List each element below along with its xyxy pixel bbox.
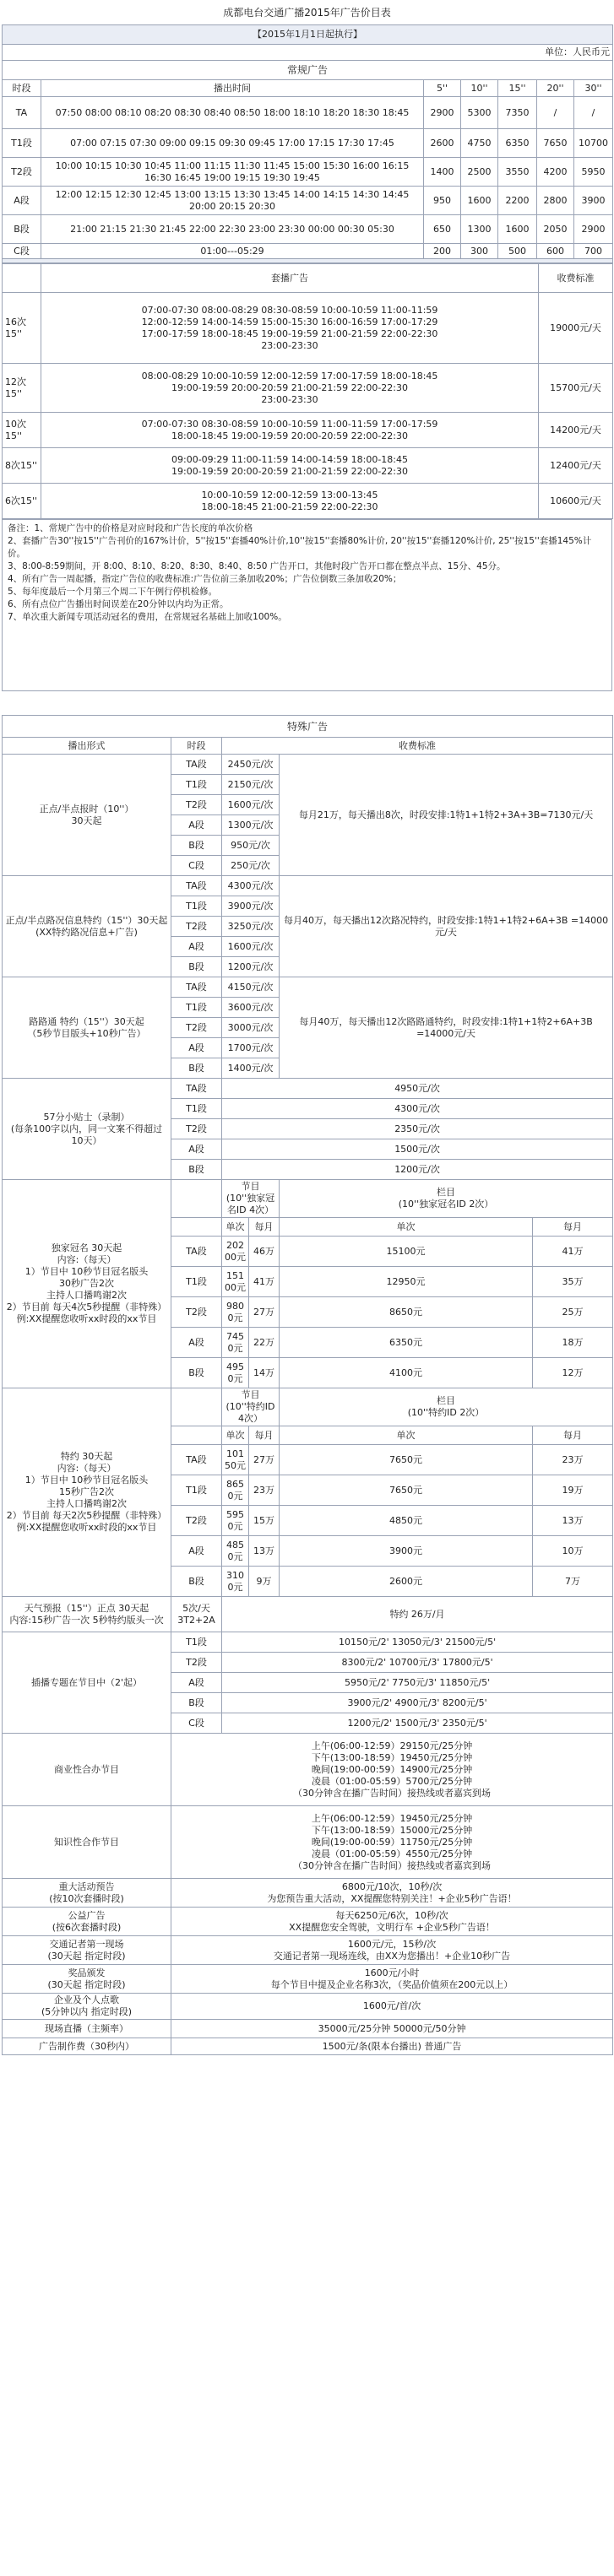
- table-row: [3, 129, 613, 158]
- other-name: 奖品颁发 (30天起 指定时段): [3, 1965, 171, 1994]
- slot-label: T1段: [3, 129, 41, 158]
- price-cell: 5950: [574, 158, 613, 187]
- table-row: [3, 876, 613, 896]
- other-name: 交通记者第一现场 (30天起 指定时段): [3, 1936, 171, 1965]
- col-month: 每月: [249, 1218, 280, 1237]
- single-price: 20200元: [222, 1237, 249, 1267]
- col-10s: 10'': [461, 80, 498, 97]
- monthly-price: 13万: [533, 1506, 613, 1536]
- naming-section-header: 节目 (10''独家冠名ID 4次）: [222, 1180, 280, 1218]
- price-cell: 600: [537, 244, 574, 259]
- single-price: 3100元: [222, 1567, 249, 1597]
- broadcast-times: 10:00 10:15 10:30 10:45 11:00 11:15 11:30 11:45 15:00 15:30 16:00 16:15 16:30 16:45 19:00 19:15 19:30 19:45: [41, 158, 424, 187]
- regular-section-title: 常规广告: [3, 61, 613, 80]
- other-name: 广告制作费（30秒内）: [3, 2038, 171, 2055]
- single-price: 12950元: [280, 1267, 533, 1297]
- unit-price: 3000元/次: [222, 1018, 280, 1038]
- table-row: [3, 1597, 613, 1632]
- unit-price: 3600元/次: [222, 998, 280, 1018]
- single-price: 4950元: [222, 1358, 249, 1388]
- slot-label: T2段: [171, 795, 222, 815]
- package-times: 09:00-09:29 11:00-11:59 14:00-14:59 18:00-18:45 19:00-19:59 20:00-20:59 21:00-21:59 22:00-22:30: [41, 448, 539, 484]
- package-name: 6次15'': [3, 484, 41, 519]
- slot-label: T2段: [171, 917, 222, 937]
- price-cell: 5300: [461, 97, 498, 129]
- price-cell: 1600: [461, 187, 498, 215]
- package-fee: 14200元/天: [539, 413, 613, 448]
- table-row: [3, 244, 613, 259]
- table-row: [3, 1936, 613, 1965]
- monthly-price: 27万: [249, 1445, 280, 1475]
- price-cell: 200: [424, 244, 461, 259]
- slot-label: T2段: [171, 1506, 222, 1536]
- monthly-price: 12万: [533, 1358, 613, 1388]
- unit-price: 1600元/次: [222, 795, 280, 815]
- unit-price: 2450元/次: [222, 755, 280, 775]
- table-row: [3, 413, 613, 448]
- price-cell: 2900: [574, 215, 613, 244]
- unit-price: 1200元/次: [222, 957, 280, 977]
- price-cell: 2200: [498, 187, 537, 215]
- price-cell: 1600: [498, 215, 537, 244]
- slot-label: B段: [171, 957, 222, 977]
- package-name: 16次15'': [3, 293, 41, 364]
- table-row: [3, 1632, 613, 1653]
- slot-label: B段: [171, 1160, 222, 1180]
- slot-label: C段: [171, 856, 222, 876]
- slot-label: T2段: [171, 1297, 222, 1328]
- naming-column-header: 栏目 (10''独家冠名ID 2次）: [280, 1180, 613, 1218]
- unit-price: 1300元/次: [222, 815, 280, 836]
- special-section-title: 特殊广告: [3, 716, 613, 738]
- notes-table: [2, 519, 612, 691]
- slot-label: T1段: [171, 998, 222, 1018]
- price-cell: 10700: [574, 129, 613, 158]
- other-fee: 每天6250元/6次，10秒/次 XX提醒您安全驾驶，文明行车 +企业5秒广告语！: [171, 1908, 613, 1936]
- slot-label: T2段: [171, 1653, 222, 1673]
- slot-label: A段: [171, 937, 222, 957]
- slot-label: B段: [171, 1058, 222, 1079]
- blank-cell: [171, 1180, 222, 1218]
- slot-label: B段: [171, 1358, 222, 1388]
- blank-cell: [171, 1388, 222, 1426]
- note-line: 3、8:00-8:59期间，开 8:00、8:10、8:20、8:30、8:40、8:50 广告开口，其他时段广告开口都在整点半点、15分、45分。: [8, 561, 506, 571]
- naming-name: 独家冠名 30天起 内容:（每天） 1）节目中 10秒节目冠名版头 30秒广告2次 主持人口播鸣谢2次 2）节目前 每天4次5秒提醒（非特殊） 例:XX提醒您收听xx时段的xx节目: [3, 1180, 171, 1388]
- slot-label: TA段: [171, 876, 222, 896]
- col-5s: 5'': [424, 80, 461, 97]
- price-cell: 4200: [537, 158, 574, 187]
- slot-label: T1段: [171, 896, 222, 917]
- insert-price: 5950元/2' 7750元/3' 11850元/5': [222, 1673, 613, 1693]
- table-row: [3, 187, 613, 215]
- slot-label: A段: [171, 1139, 222, 1160]
- package-times: 07:00-07:30 08:00-08:29 08:30-08:59 10:00-10:59 11:00-11:59 12:00-12:59 14:00-14:59 15:00-15:30 16:00-16:59 17:00-17:29 17:00-17:59 18:00-18:45 19:00-19:59 21:00-21:59 22:00-22:30 23:00-23:30: [41, 293, 539, 364]
- slot-label: C段: [171, 1713, 222, 1734]
- special-ads-table: [2, 715, 613, 2055]
- package-times: 08:00-08:29 10:00-10:59 12:00-12:59 17:00-17:59 18:00-18:45 19:00-19:59 20:00-20:59 21:00-21:59 22:00-22:30 23:00-23:30: [41, 364, 539, 413]
- monthly-price: 41万: [249, 1267, 280, 1297]
- package-name: 8次15'': [3, 448, 41, 484]
- table-row: [3, 1734, 613, 1806]
- slot-label: T2段: [3, 158, 41, 187]
- package-name: 10次15'': [3, 413, 41, 448]
- special-col-form: 播出形式: [3, 738, 171, 755]
- single-price: 7450元: [222, 1328, 249, 1358]
- slot-label: A段: [171, 1038, 222, 1058]
- price-cell: 2500: [461, 158, 498, 187]
- price-cell: 700: [574, 244, 613, 259]
- slot-label: B段: [171, 1567, 222, 1597]
- unit-price: 4950元/次: [222, 1079, 613, 1099]
- price-cell: 2050: [537, 215, 574, 244]
- slot-label: T1段: [171, 775, 222, 795]
- notes: [3, 520, 612, 691]
- unit-price: 2350元/次: [222, 1119, 613, 1139]
- table-row: [3, 158, 613, 187]
- col-20s: 20'': [537, 80, 574, 97]
- monthly-price: 46万: [249, 1237, 280, 1267]
- single-price: 8650元: [280, 1297, 533, 1328]
- other-fee: 6800元/10次，10秒/次 为您预告重大活动，XX提醒您特别关注！+企业5秒广告语！: [171, 1879, 613, 1908]
- price-cell: 950: [424, 187, 461, 215]
- package-fee: 19000元/天: [539, 293, 613, 364]
- note-line: 备注：1、常规广告中的价格是对应时段和广告长度的单次价格: [8, 523, 253, 533]
- other-fee: 1600元/首/次: [171, 1994, 613, 2020]
- price-cell: 300: [461, 244, 498, 259]
- table-row: [3, 97, 613, 129]
- slot-label: T1段: [171, 1475, 222, 1506]
- other-name: 商业性合办节目: [3, 1734, 171, 1806]
- table-row: [3, 2038, 613, 2055]
- other-name: 现场直播（主频率）: [3, 2020, 171, 2038]
- col-slot: 时段: [3, 80, 41, 97]
- package-col-name: 套播广告: [41, 264, 539, 293]
- package-fee: 每月40万，每天播出12次路况特约，时段安排:1特1+1特2+6A+3B =14000元/天: [280, 876, 613, 977]
- package-times: 07:00-07:30 08:30-08:59 10:00-10:59 11:00-11:59 17:00-17:59 18:00-18:45 19:00-19:59 20:00-20:59 22:00-22:30: [41, 413, 539, 448]
- unit-price: 1700元/次: [222, 1038, 280, 1058]
- other-name: 知识性合作节目: [3, 1806, 171, 1879]
- slot-label: T2段: [171, 1018, 222, 1038]
- other-name: 企业及个人点歌 (5分钟以内 指定时段): [3, 1994, 171, 2020]
- monthly-price: 9万: [249, 1567, 280, 1597]
- ad-form-name: 正点/半点路况信息特约（15''）30天起 (XX特约路况信息+广告): [3, 876, 171, 977]
- price-cell: 4750: [461, 129, 498, 158]
- sponsor-column-header: 栏目 (10''特约ID 2次）: [280, 1388, 613, 1426]
- col-single: 单次: [280, 1426, 533, 1445]
- single-price: 7650元: [280, 1475, 533, 1506]
- other-fee: 1600元/小时 每个节目中提及企业名称3次，（奖品价值须在200元以上）: [171, 1965, 613, 1994]
- slot-label: T1段: [171, 1267, 222, 1297]
- slot-label: A段: [171, 1673, 222, 1693]
- monthly-price: 27万: [249, 1297, 280, 1328]
- note-line: 2、套播广告30''按15''广告刊价的167%计价，5''按15''套播40%计价,10''按15''套播80%计价, 20''按15''套播120%计价, 25''按15''套播145%计价。: [8, 536, 592, 559]
- table-row: [3, 1908, 613, 1936]
- slot-label: C段: [3, 244, 41, 259]
- col-month: 每月: [533, 1426, 613, 1445]
- slot-label: TA段: [171, 1079, 222, 1099]
- package-fee: 每月21万，每天播出8次，时段安排:1特1+1特2+3A+3B=7130元/天: [280, 755, 613, 876]
- col-time: 播出时间: [41, 80, 424, 97]
- unit-price: 950元/次: [222, 836, 280, 856]
- special-col-fee: 收费标准: [222, 738, 613, 755]
- weather-name: 天气预报（15''）正点 30天起 内容:15秒广告一次 5秒特约版头一次: [3, 1597, 171, 1632]
- ad-form-name: 57分小贴士（录制） (每条100字以内，同一文案不得超过10天）: [3, 1079, 171, 1180]
- unit-price: 3900元/次: [222, 896, 280, 917]
- monthly-price: 25万: [533, 1297, 613, 1328]
- other-name: 重大活动预告 (按10次套播时段): [3, 1879, 171, 1908]
- price-cell: 1400: [424, 158, 461, 187]
- table-row: [3, 215, 613, 244]
- insert-name: 插播专题在节目中（2'起）: [3, 1632, 171, 1734]
- insert-price: 3900元/2' 4900元/3' 8200元/5': [222, 1693, 613, 1713]
- single-price: 15100元: [280, 1237, 533, 1267]
- slot-label: T2段: [171, 1119, 222, 1139]
- package-fee: 每月40万，每天播出12次路路通特约，时段安排:1特1+1特2+6A+3B =14000元/天: [280, 977, 613, 1079]
- other-fee: 上午(06:00-12:59）19450元/25分钟 下午(13:00-18:59）15000元/25分钟 晚间(19:00-00:59）11750元/25分钟 凌晨（01:00-05:59）4550元/25分钟 （30分钟含在播广告时间）接热线或者嘉宾到场: [171, 1806, 613, 1879]
- price-cell: 7650: [537, 129, 574, 158]
- insert-price: 10150元/2' 13050元/3' 21500元/5': [222, 1632, 613, 1653]
- table-row: [3, 755, 613, 775]
- single-price: 2600元: [280, 1567, 533, 1597]
- single-price: 4850元: [222, 1536, 249, 1567]
- other-fee: 上午(06:00-12:59）29150元/25分钟 下午(13:00-18:59）19450元/25分钟 晚间(19:00-00:59）14900元/25分钟 凌晨（01:00-05:59）5700元/25分钟 （30分钟含在播广告时间）接热线或者嘉宾到场: [171, 1734, 613, 1806]
- col-single: 单次: [222, 1218, 249, 1237]
- table-row: [3, 364, 613, 413]
- other-fee: 35000元/25分钟 50000元/50分钟: [171, 2020, 613, 2038]
- package-fee: 15700元/天: [539, 364, 613, 413]
- table-row: [3, 448, 613, 484]
- price-cell: 2600: [424, 129, 461, 158]
- single-price: 8650元: [222, 1475, 249, 1506]
- package-ads-table: [2, 263, 613, 519]
- price-cell: 6350: [498, 129, 537, 158]
- monthly-price: 22万: [249, 1328, 280, 1358]
- single-price: 5950元: [222, 1506, 249, 1536]
- table-row: [3, 293, 613, 364]
- price-cell: 2900: [424, 97, 461, 129]
- single-price: 9800元: [222, 1297, 249, 1328]
- monthly-price: 23万: [533, 1445, 613, 1475]
- regular-ads-table: [2, 24, 613, 263]
- slot-label: TA段: [171, 977, 222, 998]
- spacer: [3, 259, 613, 263]
- col-month: 每月: [249, 1426, 280, 1445]
- unit-price: 1600元/次: [222, 937, 280, 957]
- price-cell: 650: [424, 215, 461, 244]
- table-header-row: [3, 1388, 613, 1426]
- slot-label: A段: [3, 187, 41, 215]
- price-cell: 7350: [498, 97, 537, 129]
- price-cell: 500: [498, 244, 537, 259]
- weather-slot: 5次/天 3T2+2A: [171, 1597, 222, 1632]
- table-row: [3, 2020, 613, 2038]
- unit-price: 4300元/次: [222, 1099, 613, 1119]
- single-price: 7650元: [280, 1445, 533, 1475]
- note-line: 6、所有点位广告播出时间误差在20分钟以内均为正常。: [8, 599, 229, 609]
- package-name: 12次15'': [3, 364, 41, 413]
- broadcast-times: 12:00 12:15 12:30 12:45 13:00 13:15 13:30 13:45 14:00 14:15 14:30 14:45 20:00 20:15 20:30: [41, 187, 424, 215]
- blank-cell: [171, 1426, 222, 1445]
- col-single: 单次: [222, 1426, 249, 1445]
- weather-fee: 特约 26万/月: [222, 1597, 613, 1632]
- slot-label: B段: [171, 1693, 222, 1713]
- package-fee: 12400元/天: [539, 448, 613, 484]
- blank-cell: [171, 1218, 222, 1237]
- page-title: 成都电台交通广播2015年广告价目表: [223, 7, 391, 19]
- single-price: 6350元: [280, 1328, 533, 1358]
- monthly-price: 14万: [249, 1358, 280, 1388]
- table-row: [3, 1965, 613, 1994]
- col-month: 每月: [533, 1218, 613, 1237]
- sponsor-name: 特约 30天起 内容:（每天） 1）节目中 10秒节目冠名版头 15秒广告2次 主持人口播鸣谢2次 2）节目前 每天2次5秒提醒（非特殊） 例:XX提醒您收听xx时段的xx节目: [3, 1388, 171, 1597]
- ad-form-name: 正点/半点报时（10''） 30天起: [3, 755, 171, 876]
- note-line: 5、每年度最后一个月第三个周二下午例行停机检修。: [8, 587, 218, 597]
- slot-label: TA段: [171, 1237, 222, 1267]
- col-single: 单次: [280, 1218, 533, 1237]
- monthly-price: 41万: [533, 1237, 613, 1267]
- effective-date: 【2015年1月1日起执行】: [3, 25, 613, 45]
- monthly-price: 10万: [533, 1536, 613, 1567]
- package-col-fee: 收费标准: [539, 264, 613, 293]
- slot-label: A段: [171, 1328, 222, 1358]
- table-row: [3, 1994, 613, 2020]
- table-row: [3, 1879, 613, 1908]
- special-col-slot: 时段: [171, 738, 222, 755]
- table-row: [3, 977, 613, 998]
- monthly-price: 18万: [533, 1328, 613, 1358]
- slot-label: A段: [171, 1536, 222, 1567]
- single-price: 3900元: [280, 1536, 533, 1567]
- table-header-row: [3, 1180, 613, 1218]
- insert-price: 1200元/2' 1500元/3' 2350元/5': [222, 1713, 613, 1734]
- other-name: 公益广告 (按6次套播时段): [3, 1908, 171, 1936]
- slot-label: B段: [3, 215, 41, 244]
- price-cell: 3900: [574, 187, 613, 215]
- unit-price: 1200元/次: [222, 1160, 613, 1180]
- col-15s: 15'': [498, 80, 537, 97]
- col-30s: 30'': [574, 80, 613, 97]
- sponsor-section-header: 节目 (10''特约ID 4次）: [222, 1388, 280, 1426]
- single-price: 10150元: [222, 1445, 249, 1475]
- note-line: 7、单次重大新闻专项活动冠名的费用，在常规冠名基础上加收100%。: [8, 612, 287, 622]
- unit-price: 250元/次: [222, 856, 280, 876]
- single-price: 4850元: [280, 1506, 533, 1536]
- price-cell: 2800: [537, 187, 574, 215]
- slot-label: TA段: [171, 1445, 222, 1475]
- slot-label: A段: [171, 815, 222, 836]
- unit-price: 4300元/次: [222, 876, 280, 896]
- monthly-price: 19万: [533, 1475, 613, 1506]
- monthly-price: 15万: [249, 1506, 280, 1536]
- broadcast-times: 07:50 08:00 08:10 08:20 08:30 08:40 08:50 18:00 18:10 18:20 18:30 18:45: [41, 97, 424, 129]
- unit-price: 3250元/次: [222, 917, 280, 937]
- unit-price: 4150元/次: [222, 977, 280, 998]
- price-cell: 1300: [461, 215, 498, 244]
- price-cell: /: [537, 97, 574, 129]
- table-row: [3, 484, 613, 519]
- ad-form-name: 路路通 特约（15''）30天起 （5秒节目版头+10秒广告）: [3, 977, 171, 1079]
- other-fee: 1500元/条(限本台播出) 普通广告: [171, 2038, 613, 2055]
- monthly-price: 23万: [249, 1475, 280, 1506]
- table-row: [3, 1806, 613, 1879]
- other-fee: 1600元/元，15秒/次 交通记者第一现场连线，由XX为您播出！+企业10秒广告: [171, 1936, 613, 1965]
- broadcast-times: 07:00 07:15 07:30 09:00 09:15 09:30 09:45 17:00 17:15 17:30 17:45: [41, 129, 424, 158]
- broadcast-times: 21:00 21:15 21:30 21:45 22:00 22:30 23:00 23:30 00:00 00:30 05:30: [41, 215, 424, 244]
- monthly-price: 13万: [249, 1536, 280, 1567]
- unit-price: 1500元/次: [222, 1139, 613, 1160]
- price-cell: 3550: [498, 158, 537, 187]
- unit-price: 1400元/次: [222, 1058, 280, 1079]
- monthly-price: 7万: [533, 1567, 613, 1597]
- currency-unit: 单位：人民币元: [3, 45, 613, 61]
- table-row: [3, 1079, 613, 1099]
- single-price: 15100元: [222, 1267, 249, 1297]
- slot-label: TA: [3, 97, 41, 129]
- broadcast-times: 01:00---05:29: [41, 244, 424, 259]
- slot-label: TA段: [171, 755, 222, 775]
- price-cell: /: [574, 97, 613, 129]
- slot-label: B段: [171, 836, 222, 856]
- monthly-price: 35万: [533, 1267, 613, 1297]
- slot-label: T1段: [171, 1632, 222, 1653]
- insert-price: 8300元/2' 10700元/3' 17800元/5': [222, 1653, 613, 1673]
- single-price: 4100元: [280, 1358, 533, 1388]
- unit-price: 2150元/次: [222, 775, 280, 795]
- note-line: 4、所有广告一周起播，指定广告位的收费标准:广告位前三条加收20%；广告位倒数三条加收20%；: [8, 574, 402, 584]
- package-times: 10:00-10:59 12:00-12:59 13:00-13:45 18:00-18:45 21:00-21:59 22:00-22:30: [41, 484, 539, 519]
- package-fee: 10600元/天: [539, 484, 613, 519]
- slot-label: T1段: [171, 1099, 222, 1119]
